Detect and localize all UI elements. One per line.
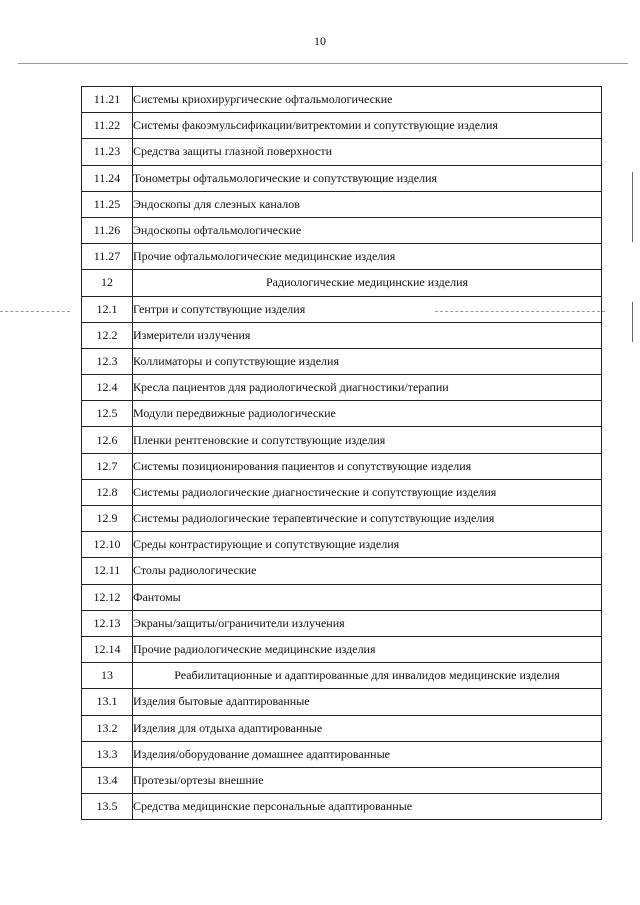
row-code: 12.1 — [82, 296, 133, 322]
row-title: Гентри и сопутствующие изделия — [133, 296, 602, 322]
row-title: Прочие радиологические медицинские изделия — [133, 636, 602, 662]
row-code: 11.27 — [82, 244, 133, 270]
table-row — [82, 87, 602, 113]
table-row — [82, 584, 602, 610]
row-code: 13.3 — [82, 741, 133, 767]
row-code: 12.12 — [82, 584, 133, 610]
row-code: 12.5 — [82, 401, 133, 427]
row-code: 12.10 — [82, 532, 133, 558]
table-row — [82, 532, 602, 558]
row-code: 11.24 — [82, 165, 133, 191]
row-title: Столы радиологические — [133, 558, 602, 584]
table-row — [82, 191, 602, 217]
row-title: Системы радиологические терапевтические и сопутствующие изделия — [133, 506, 602, 532]
table-row — [82, 375, 602, 401]
row-title: Пленки рентгеновские и сопутствующие изделия — [133, 427, 602, 453]
table-row — [82, 506, 602, 532]
section-row — [82, 270, 602, 296]
section-row — [82, 663, 602, 689]
row-title: Эндоскопы офтальмологические — [133, 217, 602, 243]
section-title: Реабилитационные и адаптированные для инвалидов медицинские изделия — [133, 663, 602, 689]
scan-artifact-top-line — [18, 63, 628, 64]
table-row — [82, 401, 602, 427]
row-title: Измерители излучения — [133, 322, 602, 348]
row-title: Среды контрастирующие и сопутствующие изделия — [133, 532, 602, 558]
row-code: 12.2 — [82, 322, 133, 348]
table-row — [82, 767, 602, 793]
row-title: Системы позиционирования пациентов и сопутствующие изделия — [133, 453, 602, 479]
row-code: 11.25 — [82, 191, 133, 217]
table-row — [82, 741, 602, 767]
table-row — [82, 794, 602, 820]
table-row — [82, 296, 602, 322]
table-row — [82, 217, 602, 243]
row-code: 13 — [82, 663, 133, 689]
table-row — [82, 244, 602, 270]
table-row — [82, 322, 602, 348]
row-title: Изделия бытовые адаптированные — [133, 689, 602, 715]
table-row — [82, 610, 602, 636]
row-title: Протезы/ортезы внешние — [133, 767, 602, 793]
row-code: 12.4 — [82, 375, 133, 401]
table-row — [82, 165, 602, 191]
row-code: 11.22 — [82, 113, 133, 139]
row-code: 12 — [82, 270, 133, 296]
table-row — [82, 453, 602, 479]
row-code: 12.6 — [82, 427, 133, 453]
row-title: Системы факоэмульсификации/витректомии и сопутствующие изделия — [133, 113, 602, 139]
row-title: Эндоскопы для слезных каналов — [133, 191, 602, 217]
row-code: 13.2 — [82, 715, 133, 741]
row-code: 13.4 — [82, 767, 133, 793]
scan-artifact-dashed-line — [0, 311, 70, 312]
row-title: Системы криохирургические офтальмологические — [133, 87, 602, 113]
table-body — [82, 87, 602, 820]
row-code: 12.7 — [82, 453, 133, 479]
row-title: Коллиматоры и сопутствующие изделия — [133, 348, 602, 374]
scan-artifact-edge-mark — [632, 302, 633, 342]
table-row — [82, 636, 602, 662]
table-row — [82, 479, 602, 505]
row-code: 12.14 — [82, 636, 133, 662]
row-title: Тонометры офтальмологические и сопутствующие изделия — [133, 165, 602, 191]
row-title: Средства медицинские персональные адаптированные — [133, 794, 602, 820]
table-row — [82, 715, 602, 741]
row-title: Модули передвижные радиологические — [133, 401, 602, 427]
table-row — [82, 427, 602, 453]
device-classification-table — [81, 86, 602, 820]
row-code: 12.3 — [82, 348, 133, 374]
table-row — [82, 139, 602, 165]
row-code: 11.26 — [82, 217, 133, 243]
row-code: 12.9 — [82, 506, 133, 532]
row-code: 13.5 — [82, 794, 133, 820]
table-row — [82, 348, 602, 374]
row-title: Системы радиологические диагностические и сопутствующие изделия — [133, 479, 602, 505]
row-code: 13.1 — [82, 689, 133, 715]
table-row — [82, 689, 602, 715]
row-code: 11.21 — [82, 87, 133, 113]
row-title: Изделия/оборудование домашнее адаптированные — [133, 741, 602, 767]
row-title: Фантомы — [133, 584, 602, 610]
table-row — [82, 113, 602, 139]
table-row — [82, 558, 602, 584]
row-title: Средства защиты глазной поверхности — [133, 139, 602, 165]
page-number: 10 — [314, 34, 326, 48]
section-title: Радиологические медицинские изделия — [133, 270, 602, 296]
row-code: 12.11 — [82, 558, 133, 584]
row-title: Изделия для отдыха адаптированные — [133, 715, 602, 741]
row-code: 12.13 — [82, 610, 133, 636]
row-code: 11.23 — [82, 139, 133, 165]
row-code: 12.8 — [82, 479, 133, 505]
row-title: Кресла пациентов для радиологической диагностики/терапии — [133, 375, 602, 401]
row-title: Прочие офтальмологические медицинские изделия — [133, 244, 602, 270]
scan-artifact-edge-mark — [632, 172, 633, 242]
row-title: Экраны/защиты/ограничители излучения — [133, 610, 602, 636]
